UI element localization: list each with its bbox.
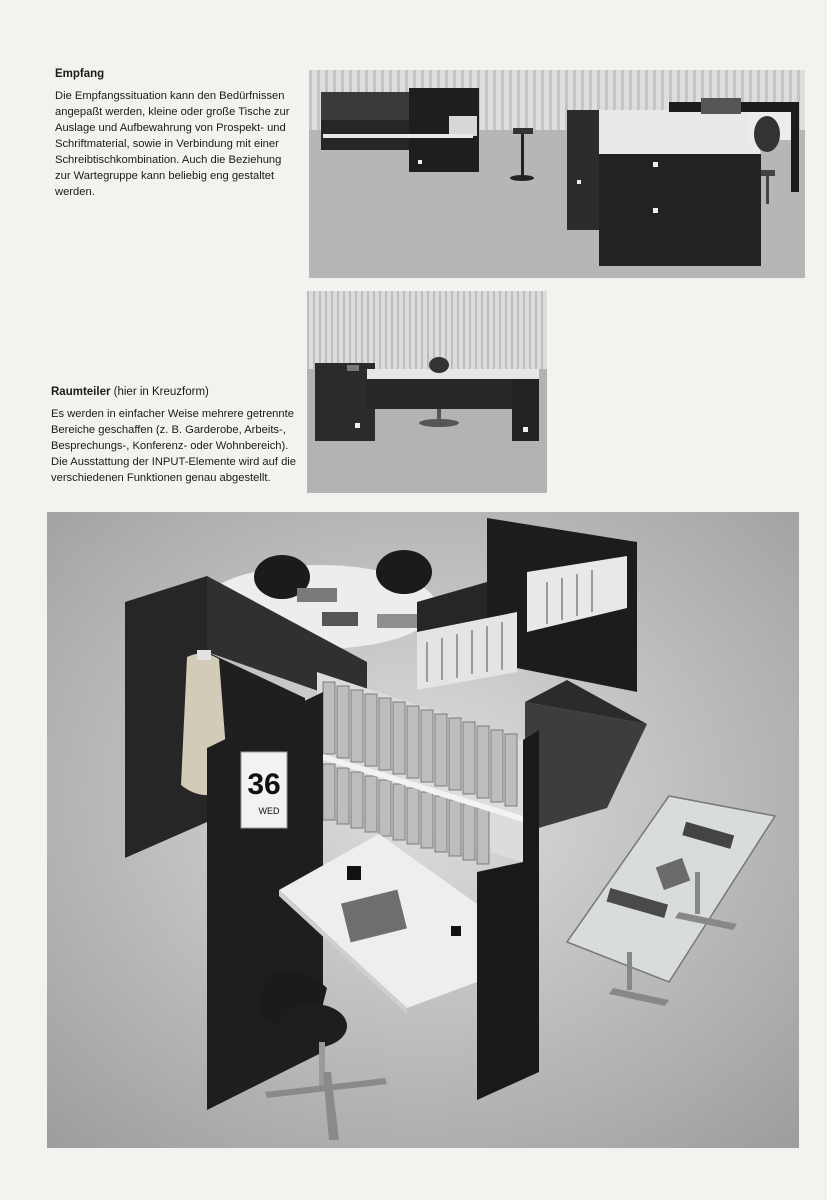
calendar-day: 36 (247, 768, 281, 801)
heading-note: (hier in Kreuzform) (113, 386, 209, 398)
workstation-illustration (47, 512, 799, 1148)
section-raumteiler (51, 385, 301, 486)
room-divider-illustration (307, 291, 547, 493)
section-heading: Empfang (55, 68, 105, 80)
section-heading (51, 385, 301, 400)
calendar-weekday: WED (258, 806, 280, 816)
photo-reception (309, 70, 805, 278)
heading-title: Raumteiler (51, 386, 111, 398)
photo-room-divider (307, 291, 547, 493)
photo-workstation (47, 512, 799, 1148)
section-body: Die Empfangssituation kann den Bedürfnissen angepaßt werden, kleine oder große Tische zur Auslage und Aufbewahrung von Prospekt- und Schriftmaterial, sowie in Verbindung mit einer Schreibtischkombination. Auch die Beziehung zur Wartegruppe kann beliebig eng gestaltet werden. (55, 90, 290, 198)
reception-illustration (309, 70, 805, 278)
section-body: Es werden in einfacher Weise mehrere getrennte Bereiche geschaffen (z. B. Garderobe, Arbeits-, Besprechungs-, Konferenz- oder Wohnbereich). Die Ausstattung der INPUT-Elemente wird auf die verschiedenen Funktionen genau abgestellt. (51, 408, 296, 484)
section-empfang (55, 67, 295, 200)
